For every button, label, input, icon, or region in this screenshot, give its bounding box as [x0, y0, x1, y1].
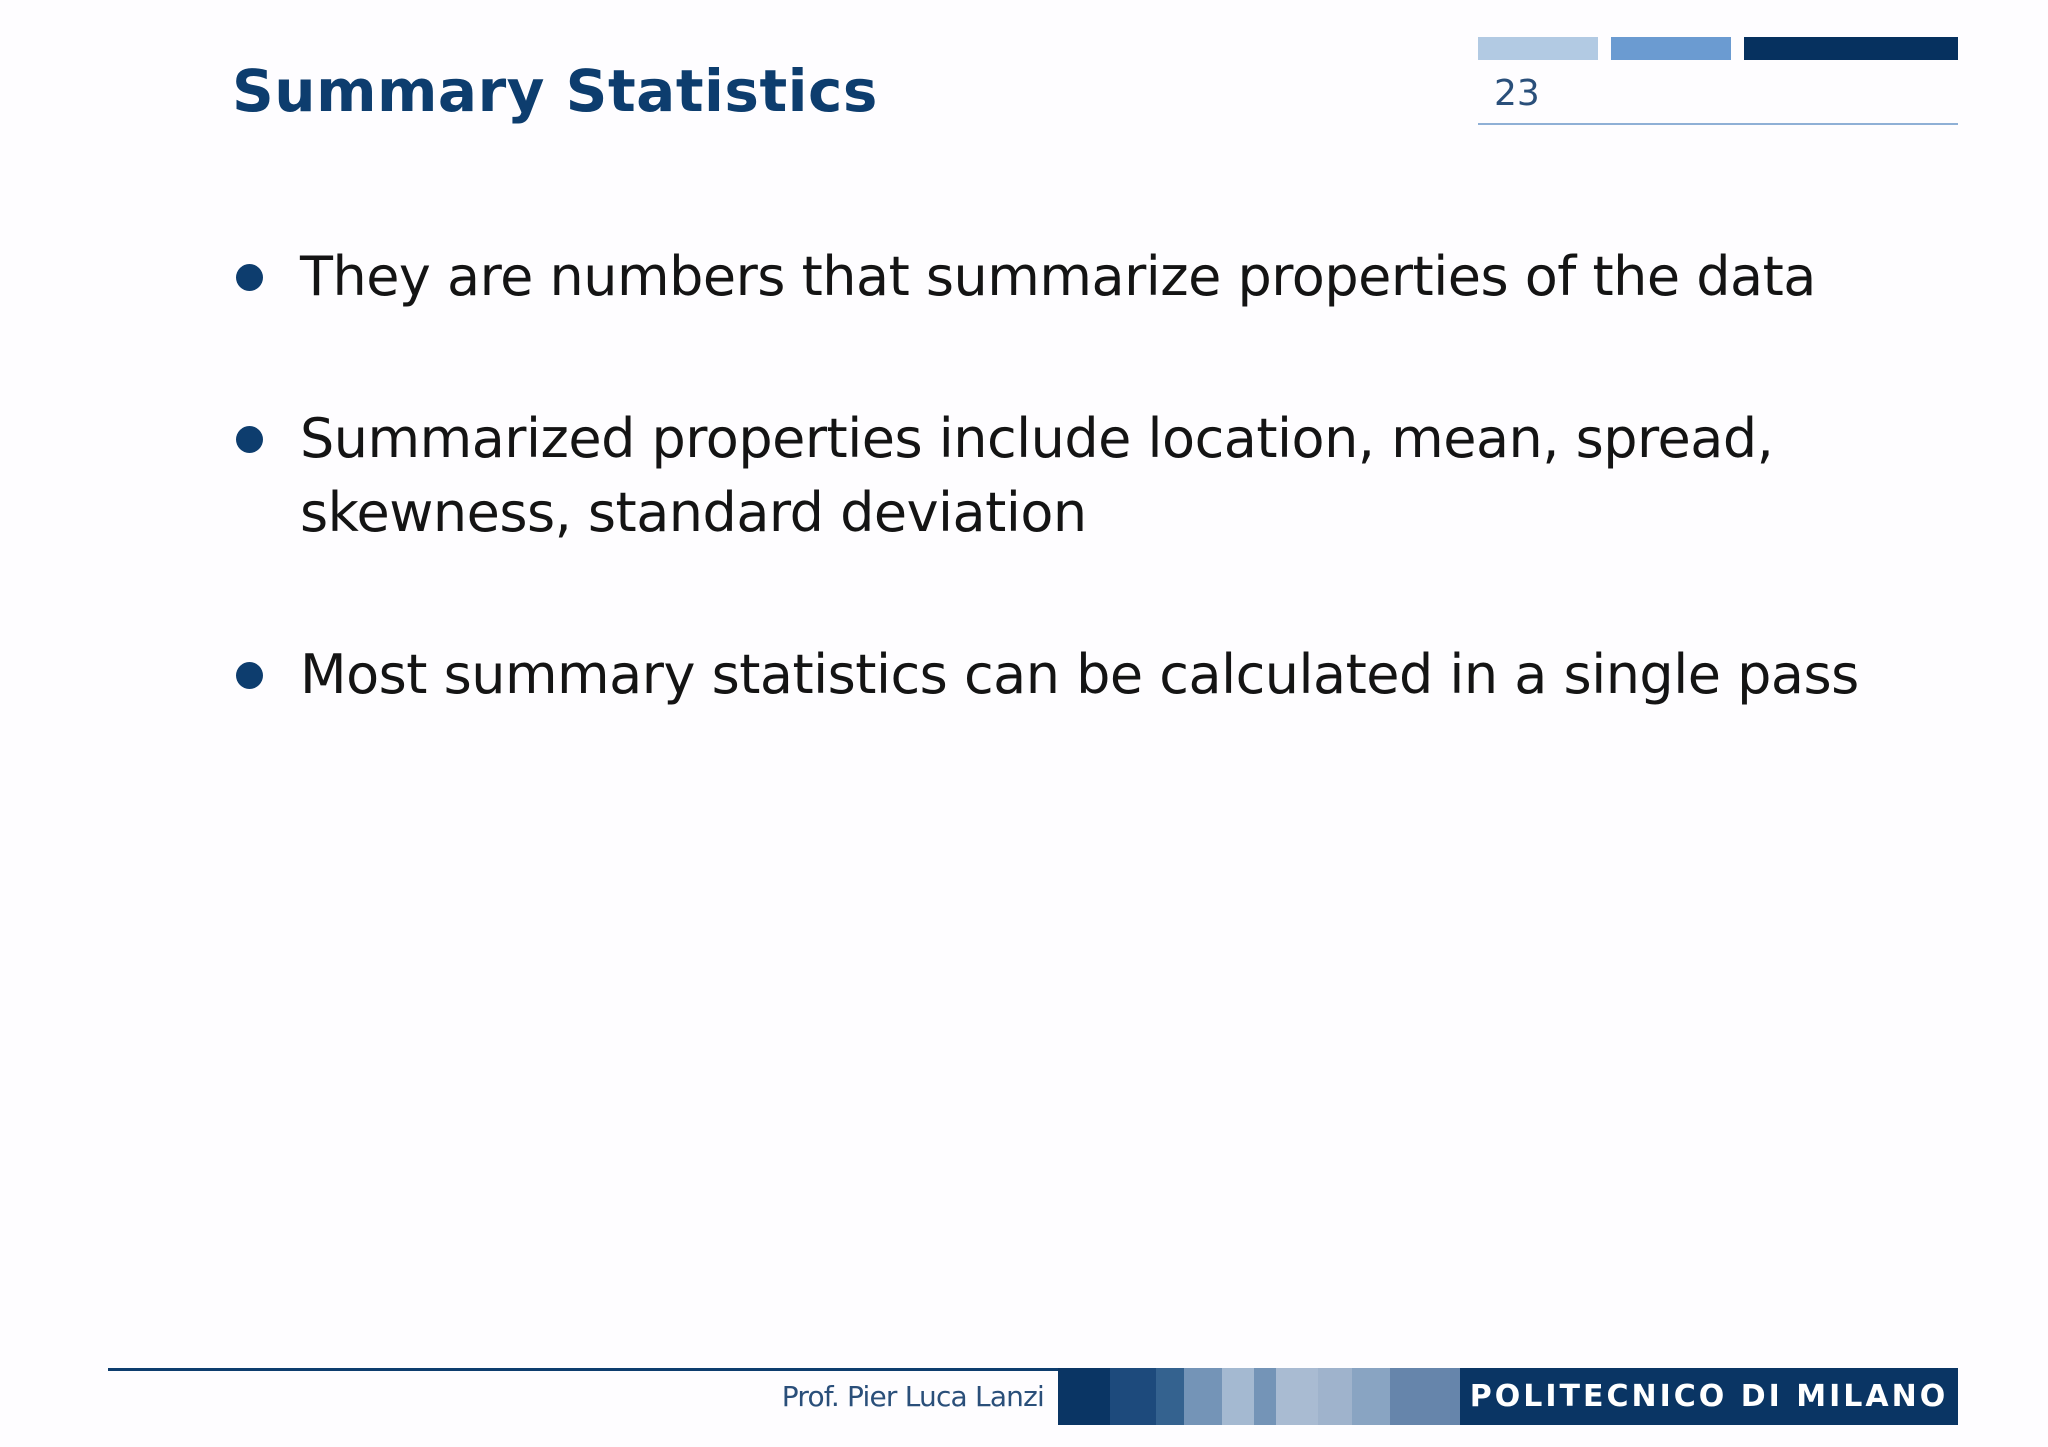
footer-rule: [108, 1368, 1058, 1371]
footer-band-block: [1058, 1368, 1110, 1425]
bullet-text: Summarized properties include location, mean, spread, skewness, standard deviation: [300, 407, 1774, 544]
header-bar-dark: [1744, 37, 1958, 60]
bullet-dot-icon: [236, 426, 263, 453]
footer-band-block: [1254, 1368, 1276, 1425]
page-number: 23: [1494, 73, 1540, 114]
footer-author: Prof. Pier Luca Lanzi: [781, 1380, 1044, 1413]
bullet-list: [232, 240, 1932, 800]
institution-logo: POLITECNICO DI MILANO: [1469, 1379, 1949, 1414]
footer-band-block: [1352, 1368, 1390, 1425]
bullet-dot-icon: [236, 662, 263, 689]
footer-band-block: [1390, 1368, 1460, 1425]
bullet-text: They are numbers that summarize properties of the data: [300, 245, 1816, 308]
footer-band-block: [1318, 1368, 1352, 1425]
footer-band-block: [1222, 1368, 1254, 1425]
footer-band-block: [1156, 1368, 1184, 1425]
header-rule: [1478, 123, 1958, 125]
header-bar-mid: [1611, 37, 1731, 60]
bullet-item: [232, 240, 1932, 314]
footer-band-block: [1184, 1368, 1222, 1425]
header-bar-light: [1478, 37, 1598, 60]
bullet-text: Most summary statistics can be calculated in a single pass: [300, 643, 1859, 706]
bullet-item: [232, 402, 1932, 550]
slide-title: Summary Statistics: [232, 57, 878, 125]
footer-band-block: [1110, 1368, 1156, 1425]
bullet-dot-icon: [236, 264, 263, 291]
bullet-item: [232, 638, 1932, 712]
footer-band-block: [1276, 1368, 1318, 1425]
